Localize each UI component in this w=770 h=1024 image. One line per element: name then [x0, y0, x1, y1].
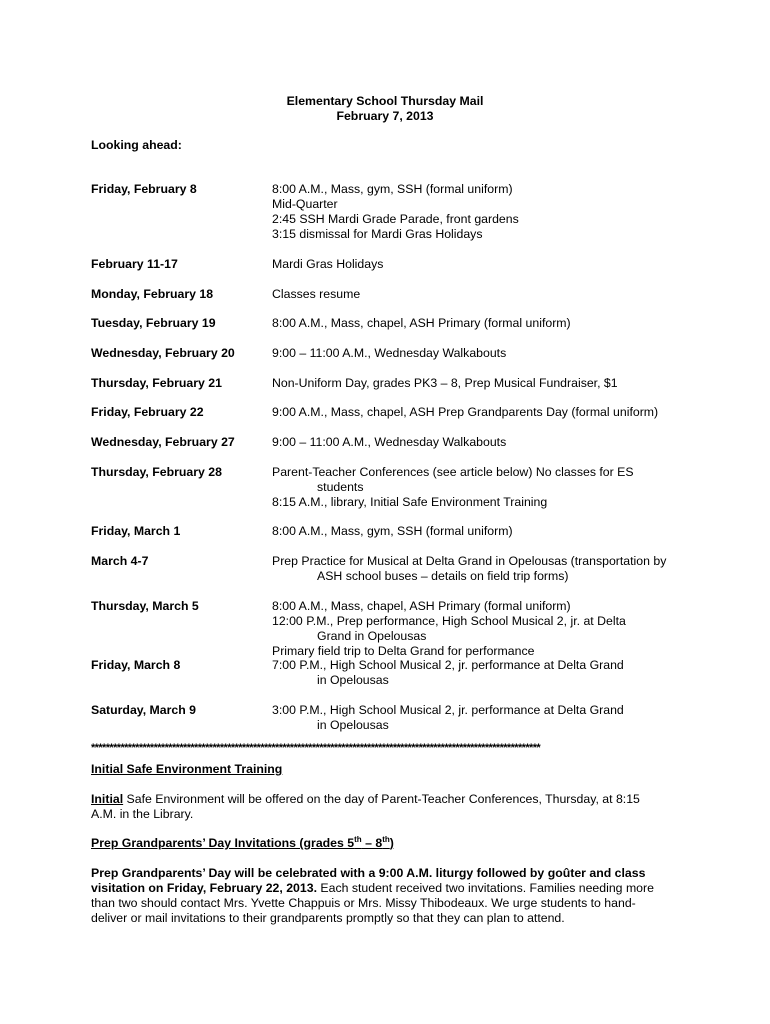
- title-sup-1: th: [354, 834, 362, 844]
- document-title-block: [0, 94, 770, 124]
- schedule-details: [272, 376, 692, 391]
- section-title-grandparents-day: [91, 836, 394, 851]
- grandparents-bold-line-1: Prep Grandparents’ Day will be celebrated with a 9:00 A.M. liturgy followed by goûter and class: [91, 866, 646, 880]
- schedule-detail-line: Primary field trip to Delta Grand for performance: [272, 644, 535, 658]
- grandparents-text-2: Each student received two invitations. Families needing more: [316, 881, 654, 895]
- schedule-detail-line: Prep Practice for Musical at Delta Grand in Opelousas (transportation by: [272, 554, 667, 568]
- grandparents-text-3: than two should contact Mrs. Yvette Chappuis or Mrs. Missy Thibodeaux. We urge students to hand-: [91, 896, 636, 910]
- schedule-details: [272, 599, 692, 659]
- title-part-1: Prep Grandparents’ Day Invitations (grades 5: [91, 836, 355, 850]
- schedule-date: Monday, February 18: [91, 287, 214, 301]
- schedule-details: [272, 346, 692, 361]
- schedule-detail-line: ASH school buses – details on field trip forms): [317, 569, 569, 583]
- schedule-details: [272, 287, 692, 302]
- schedule-detail-line: 8:00 A.M., Mass, chapel, ASH Primary (formal uniform): [272, 316, 571, 330]
- schedule-date: Thursday, March 5: [91, 599, 199, 613]
- title-part-3: ): [389, 836, 394, 850]
- document-title: Elementary School Thursday Mail: [286, 94, 484, 108]
- separator-line: **************************************************************************************************************************: [91, 742, 541, 754]
- schedule-detail-line: 12:00 P.M., Prep performance, High School Musical 2, jr. at Delta: [272, 614, 626, 628]
- schedule-detail-line: 8:00 A.M., Mass, gym, SSH (formal uniform): [272, 182, 513, 196]
- schedule-detail-line: 3:00 P.M., High School Musical 2, jr. performance at Delta Grand: [272, 703, 624, 717]
- grandparents-day-paragraph: [91, 866, 681, 926]
- section-title-safe-environment: Initial Safe Environment Training: [91, 762, 283, 776]
- document-date: February 7, 2013: [336, 109, 434, 123]
- schedule-detail-line: 9:00 – 11:00 A.M., Wednesday Walkabouts: [272, 435, 507, 449]
- schedule-detail-line: 3:15 dismissal for Mardi Gras Holidays: [272, 227, 483, 241]
- schedule-detail-line: Grand in Opelousas: [317, 629, 427, 643]
- schedule-details: [272, 703, 692, 733]
- schedule-detail-line: Parent-Teacher Conferences (see article below) No classes for ES: [272, 465, 634, 479]
- schedule-detail-line: 9:00 – 11:00 A.M., Wednesday Walkabouts: [272, 346, 507, 360]
- schedule-details: [272, 405, 692, 420]
- schedule-detail-line: in Opelousas: [317, 718, 389, 732]
- safe-environment-paragraph: [91, 792, 681, 822]
- safe-environment-text-1: Safe Environment will be offered on the day of Parent-Teacher Conferences, Thursday, at 8:15: [123, 792, 640, 806]
- schedule-details: [272, 182, 692, 242]
- schedule-date: Friday, March 8: [91, 658, 181, 672]
- schedule-detail-line: 8:00 A.M., Mass, chapel, ASH Primary (formal uniform): [272, 599, 571, 613]
- schedule-detail-line: 7:00 P.M., High School Musical 2, jr. performance at Delta Grand: [272, 658, 624, 672]
- schedule-details: [272, 435, 692, 450]
- schedule-details: [272, 465, 692, 510]
- schedule-details: [272, 316, 692, 331]
- title-part-2: – 8: [361, 836, 383, 850]
- schedule-date: Friday, March 1: [91, 524, 181, 538]
- schedule-detail-line: Non-Uniform Day, grades PK3 – 8, Prep Musical Fundraiser, $1: [272, 376, 618, 390]
- grandparents-bold-line-2: visitation on Friday, February 22, 2013.: [91, 881, 317, 895]
- schedule-detail-line: Mid-Quarter: [272, 197, 338, 211]
- schedule-detail-line: students: [317, 480, 364, 494]
- schedule-detail-line: 8:00 A.M., Mass, gym, SSH (formal uniform): [272, 524, 513, 538]
- schedule-details: [272, 257, 692, 272]
- schedule-date: Friday, February 22: [91, 405, 204, 419]
- schedule-details: [272, 658, 692, 688]
- schedule-detail-line: in Opelousas: [317, 673, 389, 687]
- schedule-details: [272, 554, 692, 584]
- schedule-detail-line: Mardi Gras Holidays: [272, 257, 384, 271]
- schedule-date: February 11-17: [91, 257, 178, 271]
- title-sup-2: th: [382, 834, 390, 844]
- schedule-details: [272, 524, 692, 539]
- schedule-date: Wednesday, February 27: [91, 435, 235, 449]
- schedule-date: Friday, February 8: [91, 182, 197, 196]
- schedule-date: Saturday, March 9: [91, 703, 197, 717]
- schedule-date: Wednesday, February 20: [91, 346, 235, 360]
- schedule-date: March 4-7: [91, 554, 149, 568]
- initial-lead-word: Initial: [91, 792, 124, 806]
- looking-ahead-heading: Looking ahead:: [91, 138, 182, 152]
- grandparents-text-4: deliver or mail invitations to their grandparents promptly so that they can plan to attend.: [91, 911, 565, 925]
- schedule-date: Tuesday, February 19: [91, 316, 216, 330]
- schedule-date: Thursday, February 28: [91, 465, 222, 479]
- schedule-detail-line: 2:45 SSH Mardi Grade Parade, front gardens: [272, 212, 519, 226]
- schedule-detail-line: 8:15 A.M., library, Initial Safe Environment Training: [272, 495, 548, 509]
- schedule-detail-line: 9:00 A.M., Mass, chapel, ASH Prep Grandparents Day (formal uniform): [272, 405, 659, 419]
- schedule-date: Thursday, February 21: [91, 376, 222, 390]
- safe-environment-text-2: A.M. in the Library.: [91, 807, 194, 821]
- schedule-detail-line: Classes resume: [272, 287, 361, 301]
